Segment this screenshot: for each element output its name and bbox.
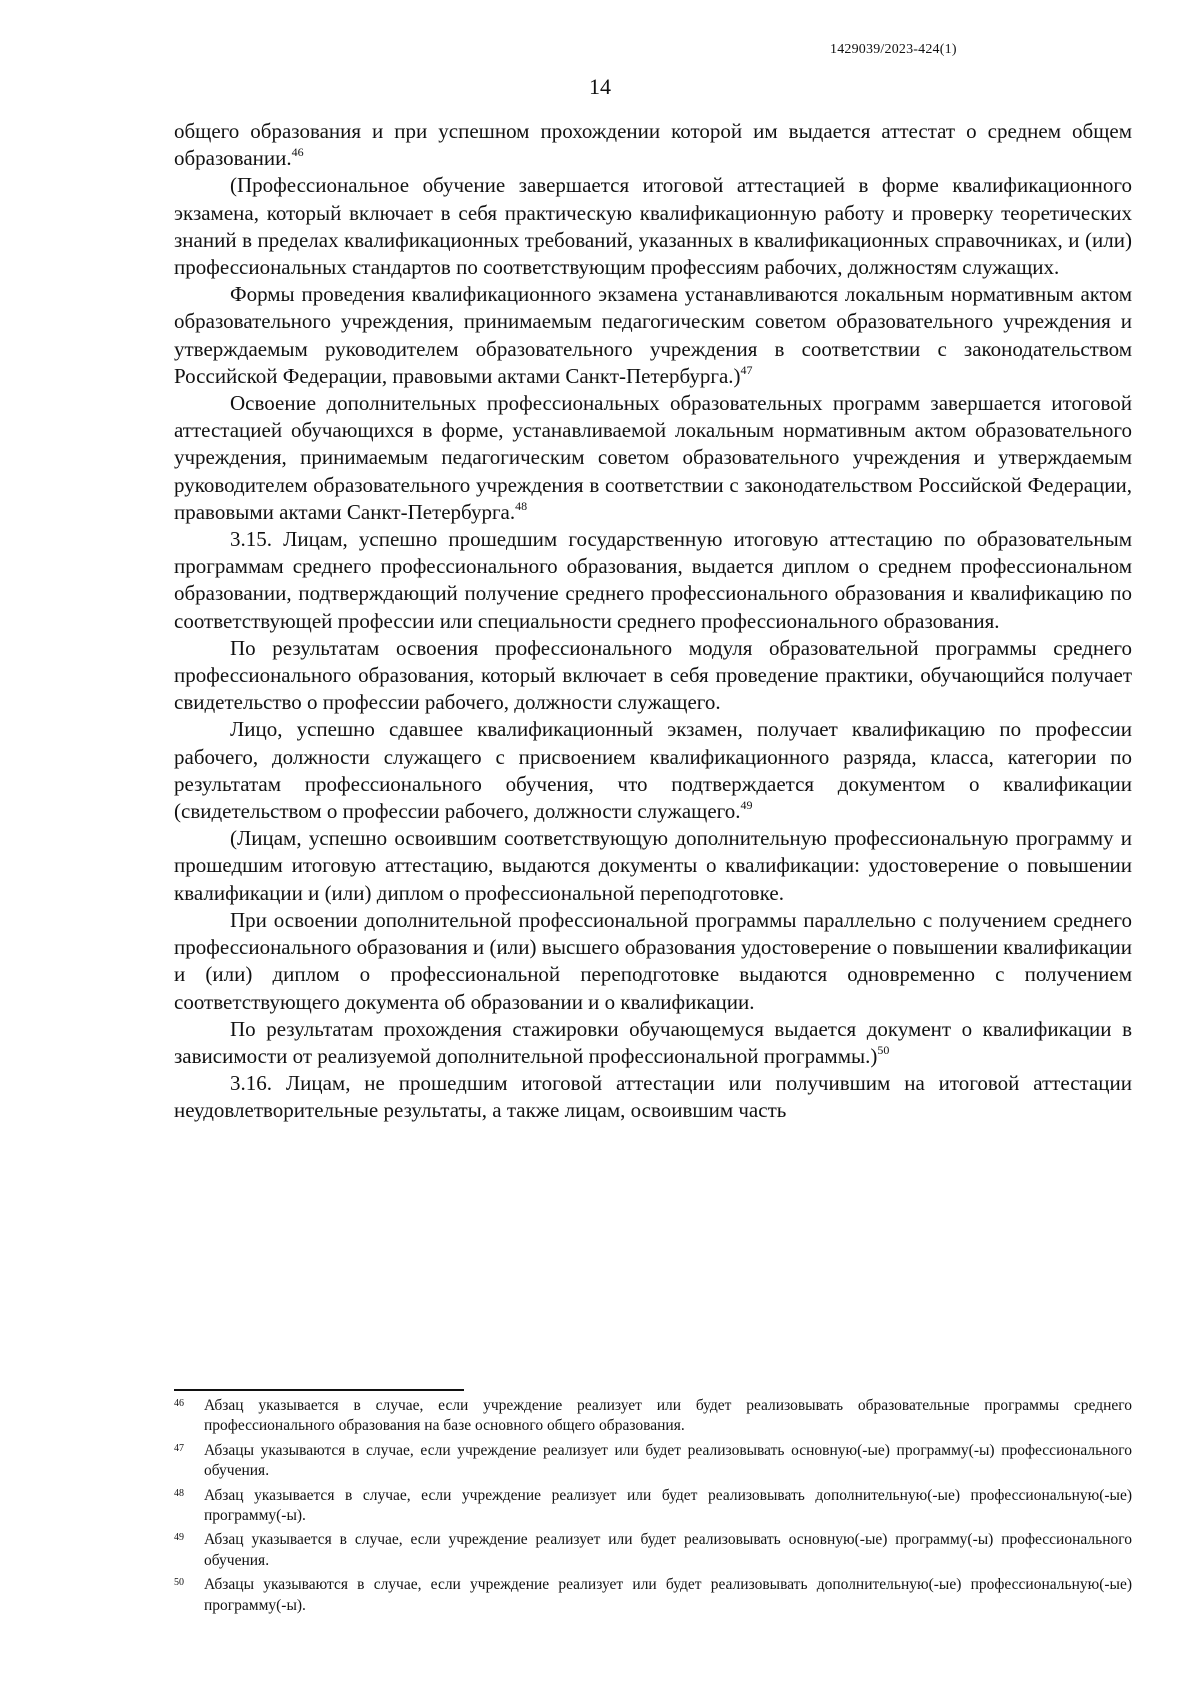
page-number: 14 (589, 74, 611, 99)
footnote: 50 Абзацы указываются в случае, если учреждение реализует или будет реализовывать дополнительную(-ые) профессиональную(-ые) программу(-ы). (174, 1575, 1132, 1616)
footnote-mark: 48 (174, 1487, 184, 1499)
footnote: 46 Абзац указывается в случае, если учреждение реализует или будет реализовывать образовательные программы среднего профессионального образования на базе основного общего образования. (174, 1396, 1132, 1437)
footnote-ref: 49 (740, 798, 753, 813)
document-number: 1429039/2023-424(1) (830, 42, 957, 57)
paragraph: Освоение дополнительных профессиональных образовательных программ завершается итоговой аттестацией обучающихся в форме, устанавливаемой локальным нормативным актом образовательного учреждения, принимаемым педагогическим советом образовательного учреждения и утверждаемым руководителем образовательного учреждения в соответствии с законодательством Российской Федерации, правовыми актами Санкт-Петербурга.$^{48}$ (174, 391, 1132, 524)
paragraph: 3.16. Лицам, не прошедшим итоговой аттестации или получившим на итоговой аттестации неудовлетворительные результаты, а также лицам, освоившим часть (174, 1071, 1132, 1123)
paragraph: По результатам освоения профессионального модуля образовательной программы среднего профессионального образования, который включает в себя проведение практики, обучающийся получает свидетельство о профессии рабочего, должности служащего. (174, 635, 1132, 715)
paragraph: (Профессиональное обучение завершается итоговой аттестацией в форме квалификационного экзамена, который включает в себя практическую квалификационную работу и проверку теоретических знаний в пределах квалификационных требований, указанных в квалификационных справочниках, и (или) профессиональных стандартов по соответствующим профессиям рабочих, должностям служащих. (174, 173, 1132, 280)
paragraph: По результатам прохождения стажировки обучающемуся выдается документ о квалификации в зависимости от реализуемой дополнительной профессиональной программы.)$^{50}$ (174, 1016, 1132, 1068)
paragraph: 3.15. Лицам, успешно прошедшим государственную итоговую аттестацию по образовательным программам среднего профессионального образования, выдается диплом о среднем профессиональном образовании, подтверждающий получение среднего профессионального образования и квалификацию по соответствующей профессии или специальности среднего профессионального образования. (174, 527, 1132, 633)
footnote-mark: 50 (174, 1577, 184, 1589)
footnotes (174, 1396, 1132, 1620)
footnote-divider (174, 1389, 464, 1391)
footnote-ref: 50 (877, 1042, 890, 1057)
footnote-ref: 48 (515, 498, 528, 513)
footnote-mark: 47 (174, 1442, 184, 1454)
paragraph: Формы проведения квалификационного экзамена устанавливаются локальным нормативным актом образовательного учреждения, принимаемым педагогическим советом образовательного учреждения и утверждаемым руководителем образовательного учреждения в соответствии с законодательством Российской Федерации, правовыми актами Санкт-Петербурга.)$^{47}$ (174, 282, 1132, 388)
footnote-ref: 46 (291, 145, 304, 160)
body-text (174, 118, 1132, 1125)
paragraph: общего образования и при успешном прохождении которой им выдается аттестат о среднем общем образовании.$^{46}$ (174, 119, 1132, 171)
footnote-mark: 46 (174, 1398, 184, 1409)
footnote-mark: 49 (174, 1532, 184, 1544)
footnote-ref: 47 (740, 362, 753, 377)
paragraph: Лицо, успешно сдавшее квалификационный экзамен, получает квалификацию по профессии рабочего, должности служащего с присвоением квалификационного разряда, класса, категории по результатам профессионального обучения, что подтверждается документом о квалификации (свидетельством о профессии рабочего, должности служащего.$^{49}$ (174, 717, 1132, 824)
footnote: 48 Абзац указывается в случае, если учреждение реализует или будет реализовывать дополнительную(-ые) профессиональную(-ые) программу(-ы). (174, 1486, 1132, 1527)
footnote: 49 Абзац указывается в случае, если учреждение реализует или будет реализовывать основную(-ые) программу(-ы) профессионального обучения. (174, 1530, 1132, 1571)
paragraph: При освоении дополнительной профессиональной программы параллельно с получением среднего профессионального образования и (или) высшего образования удостоверение о повышении квалификации и (или) диплом о профессиональной переподготовке выдаются одновременно с получением соответствующего документа об образовании и о квалификации. (174, 907, 1132, 1014)
footnote: 47 Абзацы указываются в случае, если учреждение реализует или будет реализовывать основную(-ые) программу(-ы) профессионального обучения. (174, 1441, 1132, 1482)
paragraph: (Лицам, успешно освоившим соответствующую дополнительную профессиональную программу и прошедшим итоговую аттестацию, выдаются документы о квалификации: удостоверение о повышении квалификации и (или) диплом о профессиональной переподготовке. (174, 826, 1132, 905)
